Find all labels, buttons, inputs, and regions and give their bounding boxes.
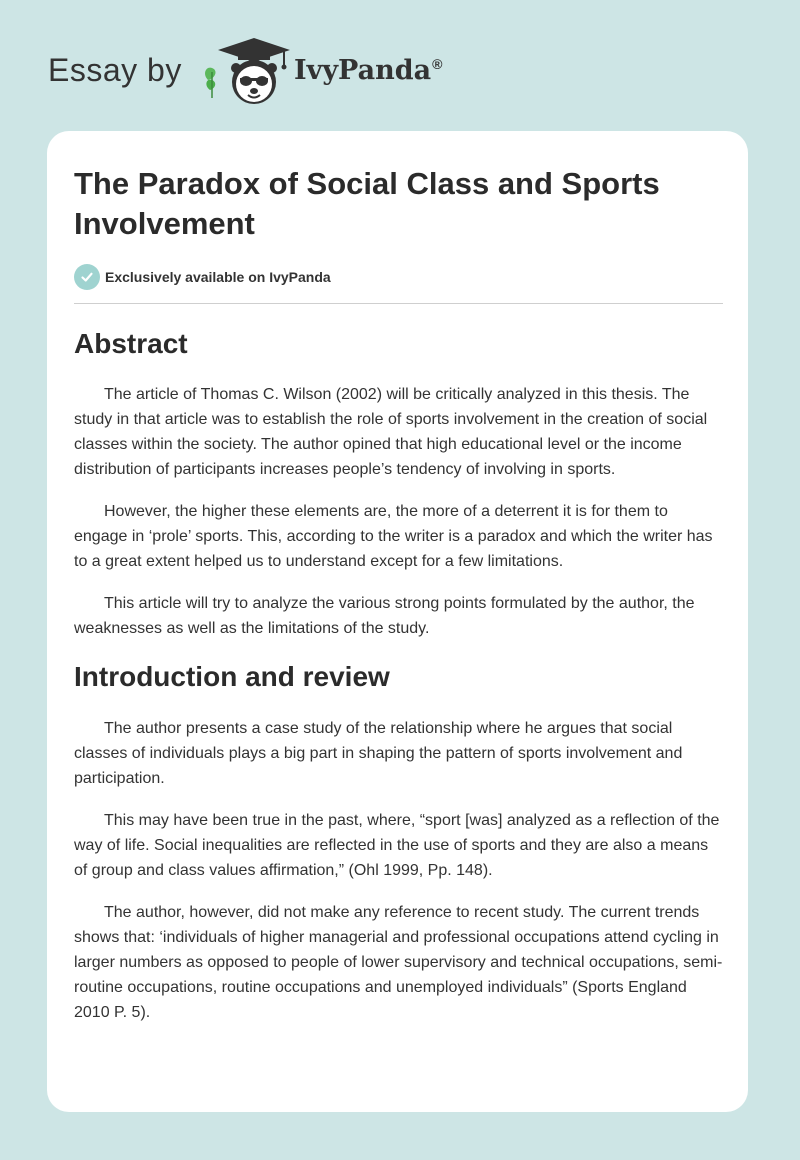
check-icon (74, 264, 100, 290)
brand-name[interactable] (294, 55, 442, 86)
divider (74, 303, 723, 304)
section-heading-abstract: Abstract (74, 328, 188, 359)
paragraph: This may have been true in the past, where, “sport [was] analyzed as a reflection of the way of life. Social inequalities are reflected in the use of sports and they are also a means of group and class values affirmation,” (Ohl 1999, Pp. 148). (74, 812, 720, 879)
essay-by-label: Essay by (48, 52, 182, 88)
registered-mark: ® (432, 56, 443, 72)
paragraph: The author, however, did not make any reference to recent study. The current trends shows that: ‘individuals of higher managerial and professional occupations attend cycling in larger numbers as opposed to people of lower supervisory and technical occupations, semi-routine occupations, routine occupations and unemployed individuals” (Sports England 2010 P. 5). (74, 904, 723, 1021)
paragraph: The article of Thomas C. Wilson (2002) will be critically analyzed in this thesis. The study in that article was to establish the role of sports involvement in the creation of social classes within the society. The author opined that high educational level or the income distribution of participants increases people’s tendency of involving in sports. (74, 386, 708, 478)
article-card (47, 131, 748, 1112)
paragraph: However, the higher these elements are, the more of a deterrent it is for them to engage in ‘prole’ sports. This, according to the writer is a paradox and which the writer has to a great extent helped us to understand except for a few limitations. (74, 503, 713, 570)
brand-text: IvyPanda (294, 55, 432, 86)
section-heading-introduction: Introduction and review (74, 661, 390, 692)
panda-graduate-logo-icon[interactable] (198, 36, 290, 108)
exclusive-badge (74, 264, 331, 290)
article-title: The Paradox of Social Class and Sports Involvement (74, 166, 660, 241)
paragraph: This article will try to analyze the various strong points formulated by the author, the weaknesses as well as the limitations of the study. (74, 595, 695, 637)
paragraph: The author presents a case study of the relationship where he argues that social classes of individuals plays a big part in shaping the pattern of sports involvement and participation. (74, 720, 683, 787)
badge-label: Exclusively available on IvyPanda (105, 269, 331, 285)
article-body (74, 323, 724, 1025)
site-header (48, 30, 548, 110)
